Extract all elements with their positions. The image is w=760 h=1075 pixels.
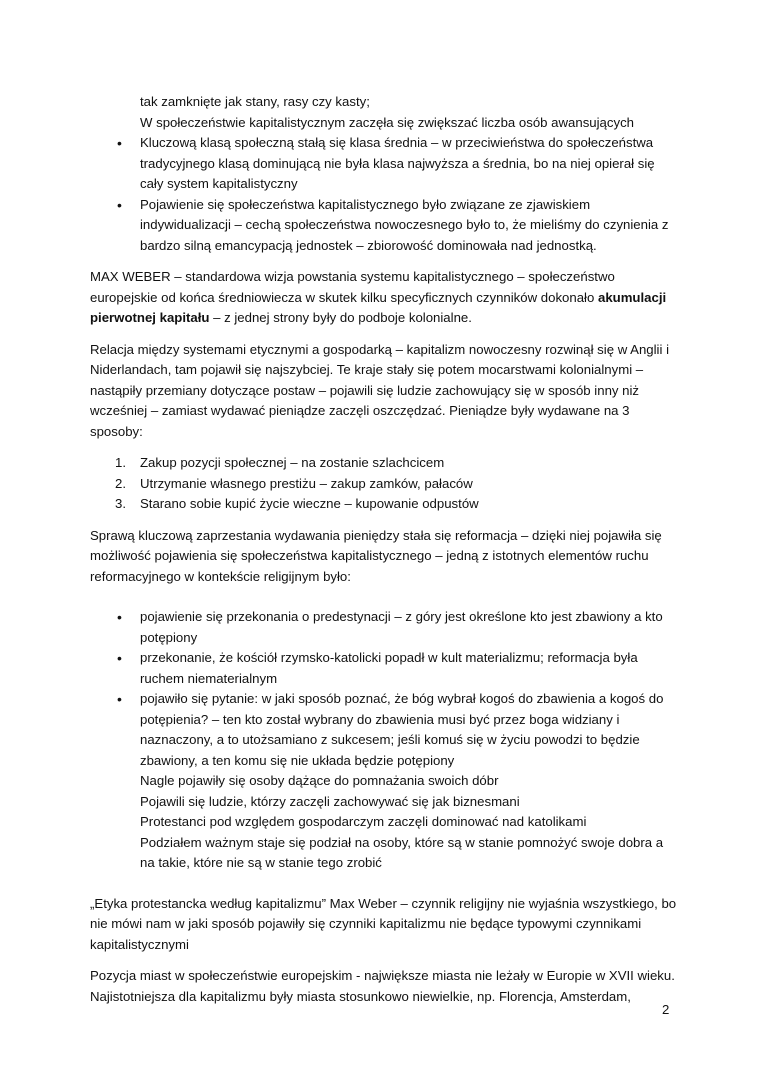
list-item — [90, 453, 680, 474]
list-item — [90, 474, 680, 495]
list-item — [90, 494, 680, 515]
document-page — [90, 92, 680, 1007]
list-number: 2. — [115, 475, 126, 491]
continuation-line-1: tak zamknięte jak stany, rasy czy kasty; — [140, 94, 370, 109]
weber-bold-term: akumulacji pierwotnej kapitału — [90, 289, 667, 325]
list-item: • przekonanie, że kościół rzymsko-katolicki popadł w kult materializmu; reformacja była ruchem niematerialnym — [90, 648, 680, 689]
list-item: • Kluczową klasą społeczną stałą się klasa średnia – w przeciwieństwa do społeczeństwa tradycyjnego klasą dominującą nie była klasa najwyższa a średnia, bo na niej opierał się cały system kapitalistyczny — [90, 133, 680, 195]
sub-line: Pojawili się ludzie, którzy zaczęli zachowywać się jak biznesmani — [140, 793, 520, 809]
list-text: Utrzymanie własnego prestiżu – zakup zamków, pałaców — [140, 475, 473, 491]
numbered-list — [90, 453, 680, 515]
continuation-line-2: W społeczeństwie kapitalistycznym zaczęła się zwiększać liczba osób awansujących — [140, 114, 634, 130]
list-number: 1. — [115, 455, 126, 470]
ethics-paragraph: „Etyka protestancka według kapitalizmu” Max Weber – czynnik religijny nie wyjaśnia wszystkiego, bo nie mówi nam w jaki sposób pojawiły się czynniki kapitalizmu nie będące typowymi czynnikami kapitalistycznymi — [90, 895, 677, 952]
list-item: • Pojawienie się społeczeństwa kapitalistycznego było związane ze zjawiskiem indywidualizacji – cechą społeczeństwa nowoczesnego było to, że mieliśmy do czynienia z bardzo silną emancypacją jednostek – zbiorowość dominowała nad jednostką. — [90, 195, 680, 257]
list-item: • pojawienie się przekonania o predestynacji – z góry jest określone kto jest zbawiony a kto potępiony — [90, 607, 680, 648]
cities-paragraph: Pozycja miast w społeczeństwie europejskim - największe miasta nie leżały w Europie w XVII wieku. Najistotniejsza dla kapitalizmu były miasta stosunkowo niewielkie, np. Florencja, Amsterdam, — [90, 968, 675, 1004]
weber-text-start: MAX WEBER – standardowa wizja powstania systemu kapitalistycznego – społeczeństwo europejskie od końca średniowiecza w skutek kilku specyficznych czynników dokonało — [90, 269, 615, 305]
weber-paragraph — [90, 267, 680, 329]
page-number: 2 — [662, 1002, 670, 1017]
list-text: Zakup pozycji społecznej – na zostanie szlachcicem — [140, 455, 445, 470]
relation-paragraph: Relacja między systemami etycznymi a gospodarką – kapitalizm nowoczesny rozwinął się w Anglii i Niderlandach, tam pojawił się najszybciej. Te kraje stały się potem mocarstwami kolonialnymi – nastąpiły przemiany dotyczące postaw – pojawili się ludzie zachowujący się w sposób inny niż wcześniej – zamiast wydawać pieniądze zaczęli oszczędzać. Pieniądze były wydawane na 3 sposoby: — [90, 341, 670, 439]
list-item-text: • pojawiło się pytanie: w jaki sposób poznać, że bóg wybrał kogoś do zbawienia a kogoś do potępienia? – ten kto został wybrany do zbawienia musi być przez boga widziany i naznaczony, a to utożsamiano z sukcesem; jeśli komuś się w życiu powodzi to będzie zbawiony, a ten komu się nie układa będzie potępiony — [140, 691, 664, 768]
list-text: Starano sobie kupić życie wieczne – kupowanie odpustów — [140, 496, 479, 511]
top-bullet-list — [90, 133, 680, 256]
list-number: 3. — [115, 496, 126, 511]
list-item — [90, 689, 680, 874]
sub-line: Nagle pojawiły się osoby dążące do pomnażania swoich dóbr — [140, 773, 499, 788]
weber-text-end: – z jednej strony były do podboje kolonialne. — [209, 310, 472, 325]
sub-line: Protestanci pod względem gospodarczym zaczęli dominować nad katolikami — [140, 814, 587, 829]
reformation-paragraph: Sprawą kluczową zaprzestania wydawania pieniędzy stała się reformacja – dzięki niej pojawiła się możliwość pojawienia się społeczeństwa kapitalistycznego – jedną z istotnych elementów ruchu reformacyjnego w kontekście religijnym było: — [90, 527, 662, 584]
sub-line: Podziałem ważnym staje się podział na osoby, które są w stanie pomnożyć swoje dobra a na takie, które nie są w stanie tego zrobić — [140, 834, 664, 870]
reformation-bullet-list — [90, 607, 680, 874]
